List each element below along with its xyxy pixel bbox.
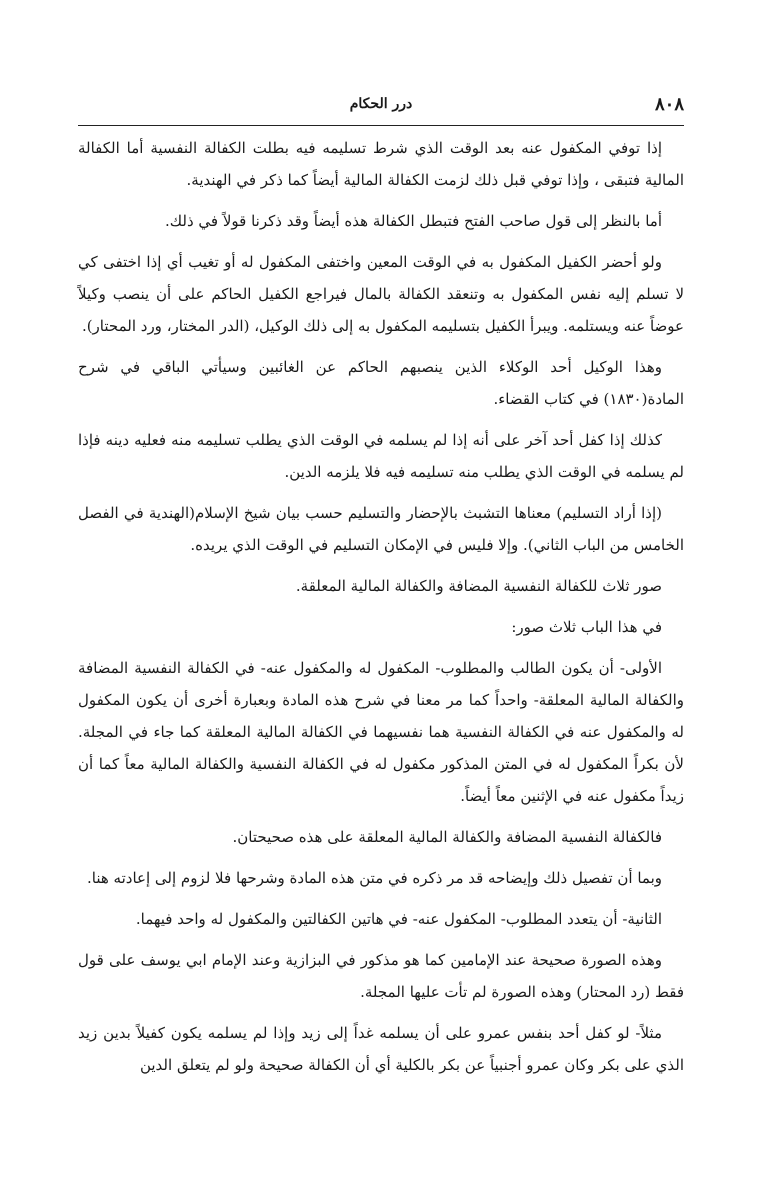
paragraph: كذلك إذا كفل أحد آخر على أنه إذا لم يسلمه في الوقت الذي يطلب تسليمه منه فعليه دينه فإذا لم يسلمه في الوقت الذي يطلب منه تسليمه فيه فلا يلزمه الدين. [78, 431, 684, 481]
paragraph: في هذا الباب ثلاث صور: [511, 618, 662, 636]
page-number: ٨٠٨ [654, 94, 684, 115]
header-rule [78, 125, 684, 126]
page-body [78, 132, 684, 1162]
paragraph: وهذه الصورة صحيحة عند الإمامين كما هو مذكور في البزازية وعند الإمام ابي يوسف على قول فقط (رد المحتار) وهذه الصورة لم تأت عليها المجلة. [78, 951, 684, 1001]
paragraph: فالكفالة النفسية المضافة والكفالة المالية المعلقة على هذه صحيحتان. [232, 828, 662, 846]
paragraph: إذا توفي المكفول عنه بعد الوقت الذي شرط تسليمه فيه بطلت الكفالة النفسية أما الكفالة المالية فتبقى ، وإذا توفي قبل ذلك لزمت الكفالة المالية أيضاً كما ذكر في الهندية. [78, 139, 684, 189]
paragraph: وهذا الوكيل أحد الوكلاء الذين ينصبهم الحاكم عن الغائبين وسيأتي الباقي في شرح المادة(١٨٣٠) في كتاب القضاء. [78, 358, 684, 408]
paragraph: (إذا أراد التسليم) معناها التشبث بالإحضار والتسليم حسب بيان شيخ الإسلام(الهندية في الفصل الخامس من الباب الثاني). وإلا فليس في الإمكان التسليم في الوقت الذي يريده. [78, 504, 684, 554]
page-header [78, 92, 684, 122]
paragraph: أما بالنظر إلى قول صاحب الفتح فتبطل الكفالة هذه أيضاً وقد ذكرنا قولاً في ذلك. [164, 212, 662, 230]
paragraph: الثانية- أن يتعدد المطلوب- المكفول عنه- في هاتين الكفالتين والمكفول له واحد فيهما. [135, 910, 662, 928]
paragraph: الأولى- أن يكون الطالب والمطلوب- المكفول له والمكفول عنه- في الكفالة النفسية المضافة والكفالة المالية المعلقة- واحداً كما مر معنا في شرح هذه المادة وبعبارة أخرى أن يكون المكفول له والمكفول عنه في الكفالة النفسية هما نفسيهما في الكفالة المالية المعلقة كما جاء في المجلة. لأن بكراً المكفول له في المتن المذكور مكفول له في الكفالة النفسية والكفالة المالية معاً كما أن زيداً مكفول عنه في الإثنين معاً أيضاً. [78, 659, 684, 805]
paragraph: ولو أحضر الكفيل المكفول به في الوقت المعين واختفى المكفول له أو تغيب أي إذا اختفى كي لا تسلم إليه نفس المكفول به وتنعقد الكفالة بالمال فيراجع الكفيل الحاكم على أن ينصب وكيلاً عوضاً عنه ويستلمه. ويبرأ الكفيل بتسليمه المكفول به إلى ذلك الوكيل، (الدر المختار، ورد المحتار). [78, 253, 684, 335]
paragraph: مثلاً- لو كفل أحد بنفس عمرو على أن يسلمه غداً إلى زيد وإذا لم يسلمه يكون كفيلاً بدين زيد الذي على بكر وكان عمرو أجنبياً عن بكر بالكلية أي أن الكفالة صحيحة ولو لم يتعلق الدين [78, 1024, 684, 1074]
running-title: درر الحكام [349, 96, 413, 112]
paragraph: وبما أن تفصيل ذلك وإيضاحه قد مر ذكره في متن هذه المادة وشرحها فلا لزوم إلى إعادته هنا. [87, 869, 662, 887]
section-heading: صور ثلاث للكفالة النفسية المضافة والكفالة المالية المعلقة. [295, 577, 662, 595]
